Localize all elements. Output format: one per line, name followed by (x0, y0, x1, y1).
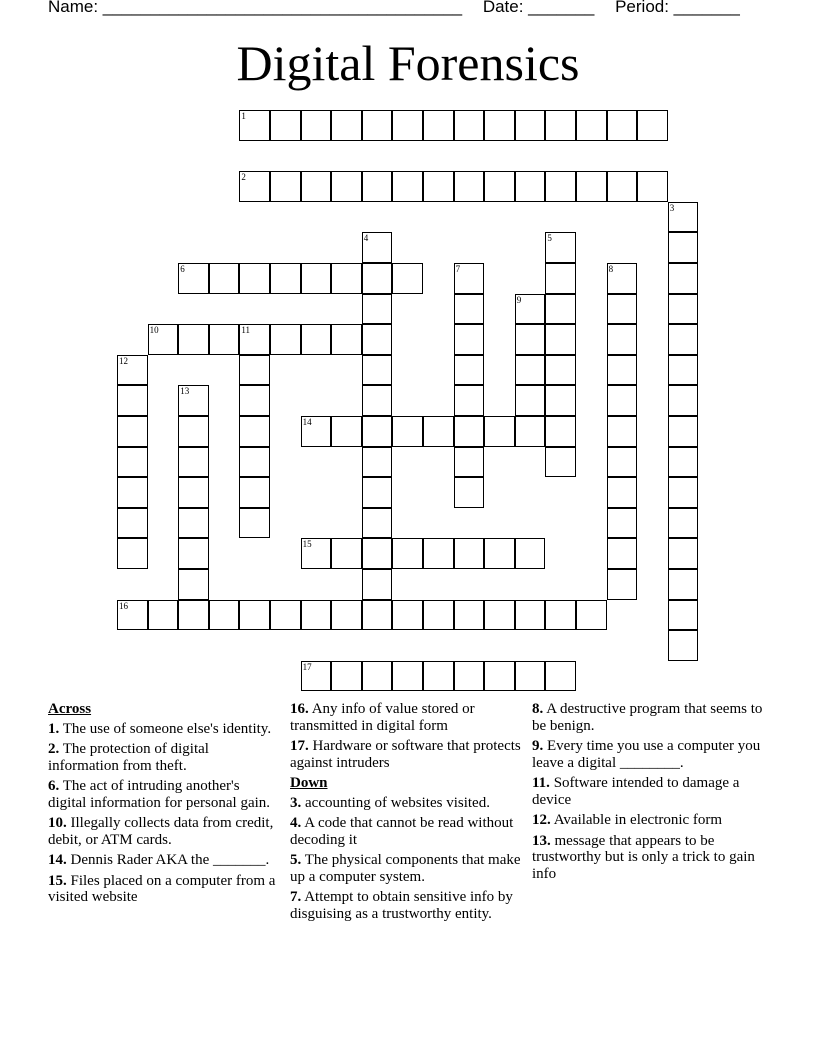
grid-cell[interactable] (270, 110, 301, 141)
grid-cell[interactable] (454, 355, 485, 386)
date-field-label[interactable]: Date: _______ (482, 0, 595, 16)
cell-number: 5 (547, 233, 552, 244)
grid-cell[interactable] (301, 110, 332, 141)
clue-number: 2. (48, 741, 60, 757)
grid-cell[interactable] (668, 232, 699, 263)
grid-cell[interactable] (423, 416, 454, 447)
clue-number: 5. (290, 852, 302, 868)
grid-cell[interactable] (239, 171, 270, 202)
grid-cell[interactable] (515, 600, 546, 631)
clue-number: 15. (48, 872, 67, 889)
clue-text: Illegally collects data from credit, debit, or ATM cards. (48, 815, 274, 848)
grid-cell[interactable] (637, 110, 668, 141)
clue-text: Files placed on a computer from a visited website (48, 872, 276, 905)
grid-cell[interactable] (239, 385, 270, 416)
grid-cell[interactable] (178, 600, 209, 631)
grid-cell[interactable] (515, 355, 546, 386)
grid-cell[interactable] (117, 600, 148, 631)
grid-cell[interactable] (331, 171, 362, 202)
grid-cell[interactable] (392, 110, 423, 141)
grid-cell[interactable] (668, 416, 699, 447)
grid-cell[interactable] (178, 416, 209, 447)
grid-cell[interactable] (515, 171, 546, 202)
grid-cell[interactable] (454, 263, 485, 294)
grid-cell[interactable] (392, 171, 423, 202)
grid-cell[interactable] (178, 385, 209, 416)
clue-text: Any info of value stored or transmitted in digital form (290, 701, 475, 734)
grid-cell[interactable] (515, 416, 546, 447)
grid-cell[interactable] (545, 110, 576, 141)
grid-cell[interactable] (331, 661, 362, 692)
grid-cell[interactable] (454, 324, 485, 355)
grid-cell[interactable] (668, 630, 699, 661)
grid-cell[interactable] (239, 324, 270, 355)
clues-column-3 (532, 701, 764, 886)
grid-cell[interactable] (301, 263, 332, 294)
grid-cell[interactable] (668, 355, 699, 386)
grid-cell[interactable] (270, 600, 301, 631)
grid-cell[interactable] (607, 110, 638, 141)
grid-cell[interactable] (239, 477, 270, 508)
grid-cell[interactable] (668, 263, 699, 294)
grid-cell[interactable] (178, 477, 209, 508)
clue-across-2 (48, 741, 280, 774)
grid-cell[interactable] (484, 110, 515, 141)
clue-number: 1. (48, 720, 60, 737)
grid-cell[interactable] (362, 508, 393, 539)
grid-cell[interactable] (607, 508, 638, 539)
grid-cell[interactable] (668, 385, 699, 416)
grid-cell[interactable] (515, 538, 546, 569)
clues-column-1 (48, 701, 280, 910)
grid-cell[interactable] (545, 355, 576, 386)
grid-cell[interactable] (362, 385, 393, 416)
cell-number: 13 (180, 386, 190, 397)
name-field-label[interactable]: Name: ______________________________________ (48, 0, 463, 16)
clue-across-6 (48, 778, 280, 811)
grid-cell[interactable] (301, 171, 332, 202)
grid-cell[interactable] (607, 447, 638, 478)
grid-cell[interactable] (331, 263, 362, 294)
grid-cell[interactable] (668, 477, 699, 508)
grid-cell[interactable] (454, 294, 485, 325)
grid-cell[interactable] (454, 477, 485, 508)
clues-column-2 (290, 701, 522, 926)
grid-cell[interactable] (423, 171, 454, 202)
clue-text: Every time you use a computer you leave a digital ________. (532, 738, 761, 771)
grid-cell[interactable] (117, 355, 148, 386)
grid-cell[interactable] (484, 600, 515, 631)
grid-cell[interactable] (209, 263, 240, 294)
clue-down-7 (290, 889, 522, 922)
grid-cell[interactable] (301, 324, 332, 355)
grid-cell[interactable] (331, 110, 362, 141)
grid-cell[interactable] (178, 324, 209, 355)
clue-across-16 (290, 701, 522, 734)
grid-cell[interactable] (607, 355, 638, 386)
grid-cell[interactable] (209, 324, 240, 355)
clue-number: 6. (48, 778, 60, 794)
clue-text: Software intended to damage a device (532, 775, 740, 808)
grid-cell[interactable] (209, 600, 240, 631)
cell-number: 4 (363, 233, 369, 244)
clue-down-3 (290, 795, 522, 812)
grid-cell[interactable] (668, 508, 699, 539)
grid-cell[interactable] (148, 324, 179, 355)
grid-cell[interactable] (239, 355, 270, 386)
grid-cell[interactable] (607, 171, 638, 202)
grid-cell[interactable] (668, 600, 699, 631)
grid-cell[interactable] (117, 385, 148, 416)
grid-cell[interactable] (362, 416, 393, 447)
clue-text: Attempt to obtain sensitive info by disguising as a trustworthy entity. (290, 889, 513, 922)
grid-cell[interactable] (362, 263, 393, 294)
worksheet-header (48, 0, 756, 21)
grid-cell[interactable] (545, 600, 576, 631)
grid-cell[interactable] (239, 600, 270, 631)
grid-cell[interactable] (607, 416, 638, 447)
grid-cell[interactable] (392, 600, 423, 631)
grid-cell[interactable] (178, 263, 209, 294)
clue-across-1 (48, 721, 280, 738)
cell-number: 2 (241, 172, 246, 183)
clue-across-15 (48, 873, 280, 906)
grid-cell[interactable] (392, 538, 423, 569)
grid-cell[interactable] (270, 263, 301, 294)
grid-cell[interactable] (545, 263, 576, 294)
grid-cell[interactable] (362, 355, 393, 386)
grid-cell[interactable] (607, 263, 638, 294)
clue-text: Hardware or software that protects against intruders (290, 738, 521, 771)
grid-cell[interactable] (362, 171, 393, 202)
clue-down-13 (532, 833, 764, 883)
grid-cell[interactable] (515, 324, 546, 355)
grid-cell[interactable] (239, 416, 270, 447)
grid-cell[interactable] (392, 416, 423, 447)
grid-cell[interactable] (454, 661, 485, 692)
grid-cell[interactable] (607, 294, 638, 325)
grid-cell[interactable] (362, 477, 393, 508)
grid-cell[interactable] (515, 110, 546, 141)
clue-down-4 (290, 815, 522, 848)
clue-number: 12. (532, 812, 551, 828)
grid-cell[interactable] (454, 538, 485, 569)
clue-text: Dennis Rader AKA the _______. (70, 852, 270, 868)
grid-cell[interactable] (301, 538, 332, 569)
grid-cell[interactable] (239, 508, 270, 539)
clue-number: 13. (532, 832, 551, 849)
grid-cell[interactable] (454, 600, 485, 631)
clue-number: 3. (290, 794, 302, 811)
clue-text: accounting of websites visited. (305, 794, 490, 811)
grid-cell[interactable] (362, 110, 393, 141)
clue-down-12 (532, 812, 764, 829)
grid-cell[interactable] (117, 416, 148, 447)
cell-number: 3 (669, 202, 675, 213)
grid-cell[interactable] (117, 508, 148, 539)
clue-across-14 (48, 852, 280, 869)
clue-text: The protection of digital information from theft. (48, 741, 209, 774)
cell-number: 7 (455, 264, 461, 274)
clue-text: A destructive program that seems to be benign. (532, 701, 763, 734)
grid-cell[interactable] (668, 538, 699, 569)
grid-cell[interactable] (484, 538, 515, 569)
cell-number: 16 (119, 600, 128, 611)
grid-cell[interactable] (239, 447, 270, 478)
grid-cell[interactable] (392, 661, 423, 692)
grid-cell[interactable] (607, 477, 638, 508)
grid-cell[interactable] (362, 661, 393, 692)
across-heading: Across (48, 701, 92, 717)
grid-cell[interactable] (607, 569, 638, 600)
clue-across-17 (290, 738, 522, 771)
grid-cell[interactable] (362, 600, 393, 631)
grid-cell[interactable] (362, 538, 393, 569)
grid-cell[interactable] (117, 477, 148, 508)
grid-cell[interactable] (178, 538, 209, 569)
grid-cell[interactable] (484, 661, 515, 692)
cell-number: 17 (302, 661, 312, 672)
grid-cell[interactable] (392, 263, 423, 294)
grid-cell[interactable] (362, 232, 393, 263)
grid-cell[interactable] (148, 600, 179, 631)
page-title: Digital Forensics (236, 35, 580, 91)
clue-down-8 (532, 701, 764, 734)
clue-down-9 (532, 738, 764, 771)
grid-cell[interactable] (515, 661, 546, 692)
clue-down-11 (532, 775, 764, 808)
grid-cell[interactable] (301, 661, 332, 692)
clue-number: 10. (48, 815, 67, 831)
grid-cell[interactable] (668, 294, 699, 325)
cell-number: 1 (241, 111, 246, 121)
grid-cell[interactable] (576, 171, 607, 202)
clue-number: 11. (532, 775, 550, 791)
period-field-label[interactable]: Period: _______ (615, 0, 740, 16)
clue-text: Available in electronic form (553, 812, 723, 828)
grid-cell[interactable] (178, 508, 209, 539)
grid-cell[interactable] (239, 263, 270, 294)
grid-cell[interactable] (668, 324, 699, 355)
grid-cell[interactable] (454, 171, 485, 202)
grid-cell[interactable] (545, 416, 576, 447)
grid-cell[interactable] (454, 385, 485, 416)
clue-across-10 (48, 815, 280, 848)
grid-cell[interactable] (423, 110, 454, 141)
grid-cell[interactable] (545, 324, 576, 355)
grid-cell[interactable] (331, 600, 362, 631)
clue-number: 7. (290, 889, 302, 905)
grid-cell[interactable] (607, 538, 638, 569)
down-heading: Down (290, 775, 328, 791)
grid-cell[interactable] (270, 324, 301, 355)
clue-number: 16. (290, 701, 309, 717)
clue-text: The act of intruding another's digital information for personal gain. (48, 778, 271, 811)
grid-cell[interactable] (331, 324, 362, 355)
grid-cell[interactable] (545, 661, 576, 692)
grid-cell[interactable] (270, 171, 301, 202)
cell-number: 14 (302, 417, 312, 427)
cell-number: 12 (119, 355, 128, 366)
grid-cell[interactable] (668, 202, 699, 233)
grid-cell[interactable] (637, 171, 668, 202)
clue-number: 14. (48, 852, 67, 868)
clue-number: 9. (532, 738, 544, 754)
grid-cell[interactable] (668, 569, 699, 600)
grid-cell[interactable] (239, 110, 270, 141)
cell-number: 11 (241, 325, 251, 336)
clue-text: The physical components that make up a computer system. (290, 852, 521, 885)
grid-cell[interactable] (576, 600, 607, 631)
grid-cell[interactable] (423, 661, 454, 692)
grid-cell[interactable] (178, 569, 209, 600)
clue-text: A code that cannot be read without decoding it (290, 815, 514, 848)
grid-cell[interactable] (331, 538, 362, 569)
grid-cell[interactable] (515, 385, 546, 416)
cell-number: 15 (302, 539, 312, 550)
grid-cell[interactable] (484, 416, 515, 447)
grid-cell[interactable] (117, 538, 148, 569)
grid-cell[interactable] (117, 447, 148, 478)
grid-cell[interactable] (454, 416, 485, 447)
grid-cell[interactable] (668, 447, 699, 478)
grid-cell[interactable] (178, 447, 209, 478)
grid-cell[interactable] (454, 447, 485, 478)
clue-number: 4. (290, 815, 302, 831)
grid-cell[interactable] (545, 294, 576, 325)
grid-cell[interactable] (362, 447, 393, 478)
grid-cell[interactable] (607, 385, 638, 416)
grid-cell[interactable] (576, 110, 607, 141)
grid-cell[interactable] (331, 416, 362, 447)
grid-cell[interactable] (484, 171, 515, 202)
clue-number: 17. (290, 738, 309, 754)
cell-number: 8 (608, 264, 614, 274)
cell-number: 6 (180, 264, 185, 274)
grid-cell[interactable] (607, 324, 638, 355)
cell-number: 9 (516, 294, 522, 305)
clue-number: 8. (532, 701, 544, 717)
grid-cell[interactable] (454, 110, 485, 141)
clue-text: message that appears to be trustworthy but is only a trick to gain info (532, 832, 755, 882)
clue-text: The use of someone else's identity. (62, 720, 272, 737)
grid-cell[interactable] (423, 600, 454, 631)
clue-down-5 (290, 852, 522, 885)
grid-cell[interactable] (362, 569, 393, 600)
grid-cell[interactable] (301, 600, 332, 631)
grid-cell[interactable] (423, 538, 454, 569)
grid-cell[interactable] (545, 171, 576, 202)
grid-cell[interactable] (362, 294, 393, 325)
grid-cell[interactable] (545, 232, 576, 263)
grid-cell[interactable] (301, 416, 332, 447)
grid-cell[interactable] (545, 447, 576, 478)
grid-cell[interactable] (545, 385, 576, 416)
grid-cell[interactable] (515, 294, 546, 325)
grid-cell[interactable] (362, 324, 393, 355)
cell-number: 10 (149, 325, 159, 336)
